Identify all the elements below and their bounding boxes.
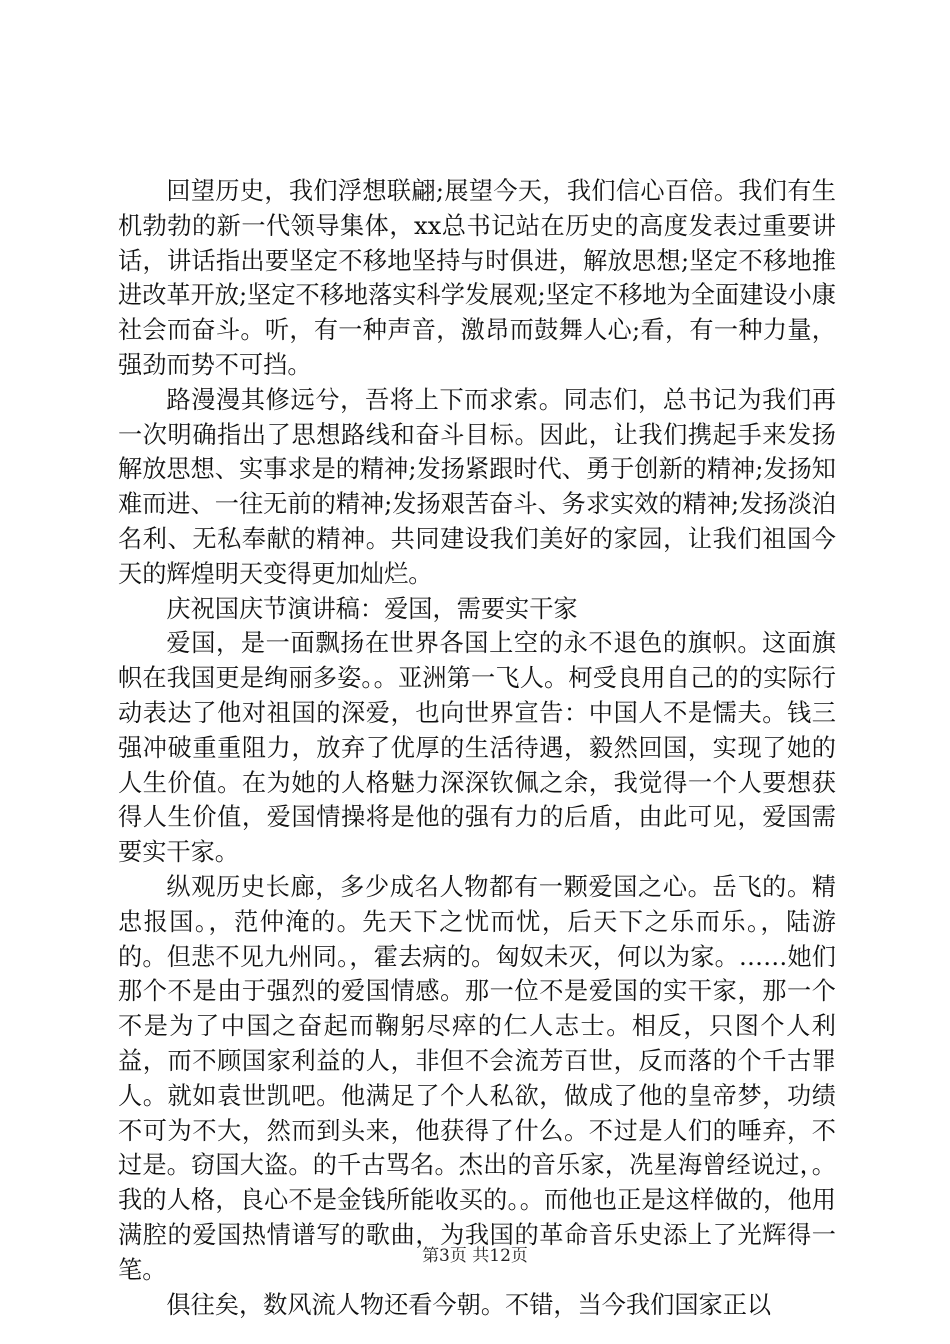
paragraph-present-day: 俱往矣，数风流人物还看今朝。不错，当今我们国家正以 — [166, 1290, 772, 1319]
paragraph-history-corridor: 纵观历史长廊，多少成名人物都有一颗爱国之心。岳飞的。精忠报国。，范仲淹的。先天下之忧而忧，后天下之乐而乐。，陆游的。但悲不见九州同。，霍去病的。匈奴未灭，何以为家。……她们那个不是由于强烈的爱国情感。那一位不是爱国的实干家，那一个不是为了中国之奋起而鞠躬尽瘁的仁人志士。相反，只图个人利益，而不顾国家利益的人，非但不会流芳百世，反而落的个千古罪人。就如袁世凯吧。他满足了个人私欲，做成了他的皇帝梦，功绩不可为不大，然而到头来，他获得了什么。不过是人们的唾弃，不过是。窃国大盗。的千古骂名。杰出的音乐家，冼星海曾经说过，。我的人格，良心不是金钱所能收买的。。而他也正是这样做的，他用满腔的爱国热情谱写的歌曲，为我国的革命音乐史添上了光辉得一笔。 — [118, 872, 836, 1284]
document-body — [118, 174, 836, 1322]
page-number-footer: 第3页 共12页 — [422, 1246, 528, 1266]
section-heading: 庆祝国庆节演讲稿：爱国，需要实干家 — [166, 594, 578, 623]
paragraph-patriotism-flag: 爱国，是一面飘扬在世界各国上空的永不退色的旗帜。这面旗帜在我国更是绚丽多姿。。亚洲第一飞人。柯受良用自己的的实际行动表达了他对祖国的深爱，也向世界宣告：中国人不是懦夫。钱三强冲破重重阻力，放弃了优厚的生活待遇，毅然回国，实现了她的人生价值。在为她的人格魅力深深钦佩之余，我觉得一个人要想获得人生价值，爱国情操将是他的强有力的后盾，由此可见，爱国需要实干家。 — [118, 629, 836, 867]
paragraph-review-history: 回望历史，我们浮想联翩;展望今天，我们信心百倍。我们有生机勃勃的新一代领导集体，xx总书记站在历史的高度发表过重要讲话，讲话指出要坚定不移地坚持与时俱进，解放思想;坚定不移地推进改革开放;坚定不移地落实科学发展观;坚定不移地为全面建设小康社会而奋斗。听，有一种声音，激昂而鼓舞人心;看，有一种力量，强劲而势不可挡。 — [118, 177, 836, 379]
paragraph-long-road: 路漫漫其修远兮，吾将上下而求索。同志们，总书记为我们再一次明确指出了思想路线和奋斗目标。因此，让我们携起手来发扬解放思想、实事求是的精神;发扬紧跟时代、勇于创新的精神;发扬知难而进、一往无前的精神;发扬艰苦奋斗、务求实效的精神;发扬淡泊名利、无私奉献的精神。共同建设我们美好的家园，让我们祖国今天的辉煌明天变得更加灿烂。 — [118, 385, 836, 588]
